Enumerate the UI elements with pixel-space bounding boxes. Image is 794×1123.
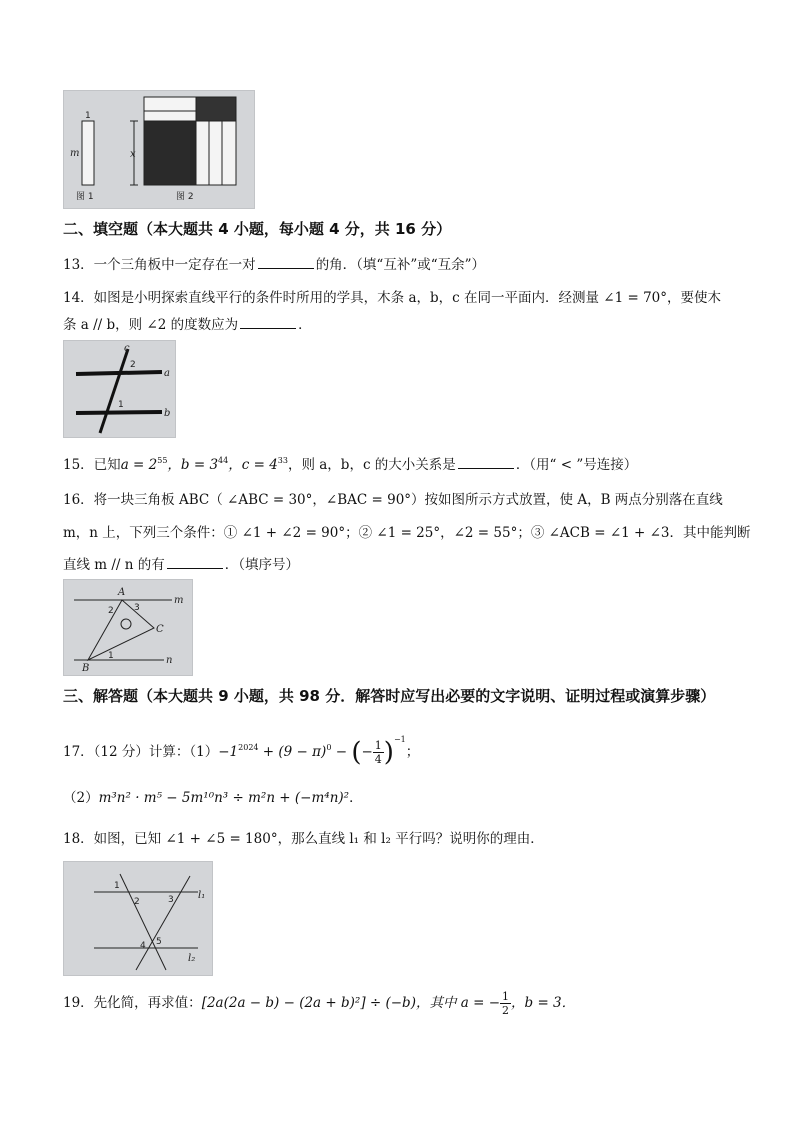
q19-expr: [2a(2a − b) − (2a + b)²] ÷ (−b)	[201, 995, 416, 1011]
q19-mid: ，其中 a = −	[415, 995, 501, 1011]
q17-frac-den: 4	[374, 753, 382, 766]
q17-frac-num: 1	[374, 739, 382, 752]
fig12-label-1: 图 1	[76, 192, 94, 202]
q13-pre: 13．一个三角板中一定存在一对	[63, 257, 256, 273]
fig18-angle-4: 4	[140, 941, 146, 951]
q14-line2-post: ．	[298, 317, 312, 333]
q15-b-exp: 44	[218, 456, 229, 465]
question-19	[63, 986, 575, 1020]
fig16-label-A: A	[118, 587, 126, 598]
q15-c: ，c = 4	[228, 457, 278, 473]
figure-q14	[63, 340, 176, 438]
fig16-label-B: B	[82, 663, 90, 674]
q15-b: ，b = 3	[167, 457, 219, 473]
q15-a-exp: 55	[157, 456, 168, 465]
fig14-angle-2: 2	[130, 360, 136, 370]
q17-part2-label: （2）	[63, 790, 99, 806]
fig18-angle-5: 5	[156, 937, 162, 947]
fig18-angle-1: 1	[114, 881, 120, 891]
q16-line3-post: ．（填序号）	[224, 557, 300, 573]
q19-frac-num: 1	[502, 990, 510, 1003]
q17-part2-expr: m³n² · m⁵ − 5m¹⁰n³ ÷ m²n + (−m⁴n)²	[98, 790, 350, 806]
q19-post: ，b = 3．	[511, 995, 576, 1011]
q19-frac-den: 2	[502, 1004, 510, 1017]
q14-line2-pre: 条 a // b，则 ∠2 的度数应为	[63, 317, 239, 333]
question-18: 18．如图，已知 ∠1 + ∠5 = 180°，那么直线 l₁ 和 l₂ 平行吗？说明你的理由．	[63, 831, 544, 847]
section-3-heading: 三、解答题（本大题共 9 小题，共 98 分．解答时应写出必要的文字说明、证明过程或演算步骤）	[63, 687, 716, 705]
q17-part2-end: ．	[349, 790, 363, 806]
question-13	[63, 253, 485, 273]
question-16-line-3	[63, 553, 299, 573]
question-15	[63, 453, 637, 473]
q17-term1-exp: 2024	[238, 743, 259, 752]
q14-answer-blank[interactable]	[240, 316, 296, 329]
fig18-angle-2: 2	[134, 897, 140, 907]
question-17-part-1	[63, 720, 420, 768]
q17-minus: −	[361, 744, 373, 760]
question-16-line-2: m，n 上，下列三个条件：① ∠1 + ∠2 = 90°；② ∠1 = 25°，∠2 = 55°；③ ∠ACB = ∠1 + ∠3．其中能判断	[63, 525, 751, 541]
q17-fraction	[373, 739, 384, 766]
fig16-label-n: n	[166, 655, 173, 666]
fig16-label-C: C	[156, 624, 164, 635]
fig12-side-x: x	[130, 149, 136, 160]
fig16-angle-1: 1	[108, 651, 114, 661]
q17-left-paren: (	[351, 737, 362, 768]
fig14-label-c: c	[124, 343, 130, 354]
q17-term2-exp: 0	[326, 743, 332, 752]
fig18-label-l1: l₁	[198, 890, 206, 901]
q19-fraction	[500, 990, 511, 1017]
fig12-side-m: m	[70, 148, 80, 159]
fig12-label-2: 图 2	[176, 192, 194, 202]
q15-pre: 15．已知	[63, 457, 121, 473]
q15-c-exp: 33	[277, 456, 288, 465]
q13-post: 的角．（填“互补”或“互余”）	[315, 257, 486, 273]
q17-term2: + (9 − π)	[258, 744, 327, 760]
q16-line3-pre: 直线 m // n 的有	[63, 557, 165, 573]
fig14-angle-1: 1	[118, 400, 124, 410]
q19-pre: 19．先化简，再求值：	[63, 995, 202, 1011]
fig16-angle-2: 2	[108, 606, 114, 616]
question-14-line-2	[63, 313, 312, 333]
q17-right-paren: )	[383, 737, 394, 768]
q17-end: ；	[405, 744, 420, 760]
q17-pre: 17．（12 分）计算：（1）	[63, 744, 219, 760]
figure-q18	[63, 861, 213, 976]
fig14-label-a: a	[164, 368, 170, 379]
question-17-part-2	[63, 786, 363, 806]
q15-mid: ，则 a，b，c 的大小关系是	[287, 457, 456, 473]
q15-a: a = 2	[120, 457, 158, 473]
fig16-label-m: m	[174, 595, 184, 606]
fig14-label-b: b	[164, 408, 171, 419]
q17-outer-exp: −1	[393, 735, 406, 744]
figure-q16	[63, 579, 193, 676]
fig12-side-top: 1	[85, 111, 91, 121]
q16-answer-blank[interactable]	[167, 556, 223, 569]
figure-q12	[63, 90, 255, 209]
q13-answer-blank[interactable]	[258, 256, 314, 269]
q15-post: ．（用“ < ”号连接）	[515, 457, 638, 473]
fig16-angle-3: 3	[134, 603, 140, 613]
section-2-heading: 二、填空题（本大题共 4 小题，每小题 4 分，共 16 分）	[63, 220, 452, 238]
question-14-line-1: 14．如图是小明探索直线平行的条件时所用的学具，木条 a，b，c 在同一平面内．经测量 ∠1 = 70°，要使木	[63, 290, 722, 306]
fig18-angle-3: 3	[168, 895, 174, 905]
q15-answer-blank[interactable]	[458, 456, 514, 469]
q17-term3: −	[331, 744, 352, 760]
fig18-label-l2: l₂	[188, 953, 196, 964]
question-16-line-1: 16．将一块三角板 ABC（ ∠ABC = 30°，∠BAC = 90°）按如图所示方式放置，使 A，B 两点分别落在直线	[63, 492, 723, 508]
q17-term1: −1	[218, 744, 239, 760]
